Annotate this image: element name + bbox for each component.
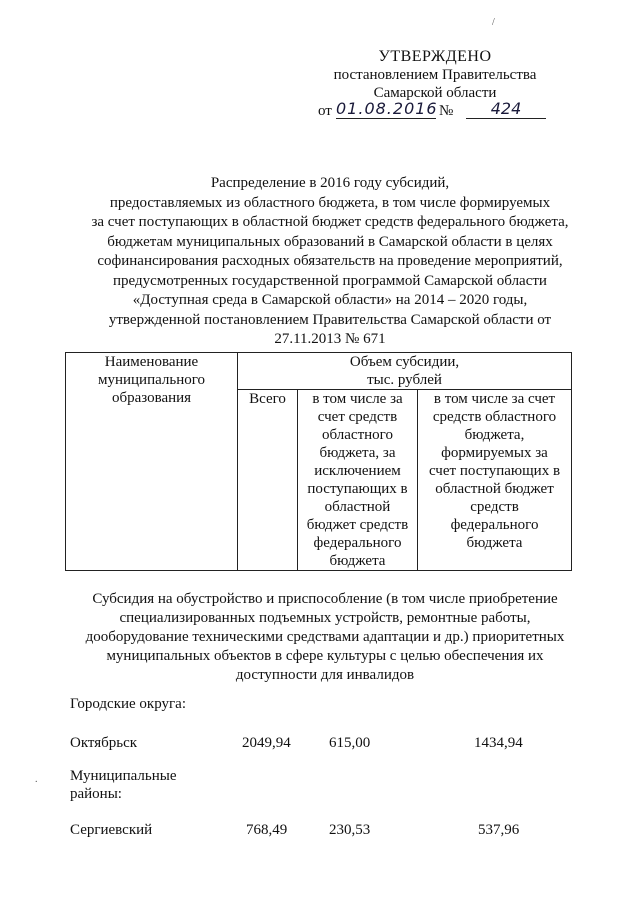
group-label-city-districts: Городские округа: bbox=[70, 696, 187, 712]
header-total-cell: Всего bbox=[238, 390, 298, 571]
header-regional-cell: в том числе за счет средств областного бюджета, за исключением поступающих в областной бюджет средств федерального бюджета bbox=[298, 390, 418, 571]
number-label: № bbox=[439, 103, 454, 119]
header-volume-cell: Объем субсидии, тыс. рублей bbox=[238, 353, 572, 390]
document-title bbox=[70, 174, 590, 350]
handwritten-date: 01.08.2016 bbox=[336, 99, 438, 118]
title-line: 27.11.2013 № 671 bbox=[274, 331, 386, 347]
section-line: муниципальных объектов в сфере культуры с целью обеспечения их bbox=[106, 648, 544, 664]
section-line: специализированных подъемных устройств, ремонтные работы, bbox=[119, 610, 531, 626]
section-line: доступности для инвалидов bbox=[235, 667, 415, 683]
section-heading bbox=[60, 590, 590, 685]
section-line: Субсидия на обустройство и приспособление (в том числе приобретение bbox=[92, 591, 558, 607]
title-line: «Доступная среда в Самарской области» на 2014 – 2020 годы, bbox=[132, 292, 528, 308]
title-line: софинансирования расходных обязательств на проведение мероприятий, bbox=[97, 253, 563, 269]
header-name-cell: Наименование муниципального образования bbox=[66, 353, 238, 571]
handwritten-number: 424 bbox=[466, 100, 546, 119]
approval-block bbox=[300, 48, 570, 102]
approval-line: Самарской области bbox=[373, 85, 497, 101]
scan-mark: / bbox=[492, 17, 495, 28]
row-regional: 230,53 bbox=[329, 822, 371, 838]
row-regional: 615,00 bbox=[329, 735, 371, 751]
row-name: Сергиевский bbox=[70, 822, 153, 838]
title-line: за счет поступающих в областной бюджет средств федерального бюджета, bbox=[91, 214, 569, 230]
from-label: от bbox=[318, 103, 332, 119]
scan-mark: . bbox=[35, 774, 38, 785]
title-line: утвержденной постановлением Правительства Самарской области от bbox=[108, 311, 552, 328]
row-name: Октябрьск bbox=[70, 735, 138, 751]
header-table bbox=[65, 352, 572, 571]
approval-date-number bbox=[318, 99, 546, 122]
row-federal: 1434,94 bbox=[474, 735, 523, 751]
row-federal: 537,96 bbox=[478, 822, 520, 838]
section-line: дооборудование техническими средствами адаптации и др.) приоритетных bbox=[85, 629, 565, 645]
row-total: 768,49 bbox=[246, 822, 288, 838]
approval-line: постановлением Правительства bbox=[333, 67, 537, 83]
approval-title: УТВЕРЖДЕНО bbox=[378, 48, 492, 65]
title-line: предоставляемых из областного бюджета, в том числе формируемых bbox=[109, 194, 551, 211]
title-line: бюджетам муниципальных образований в Самарской области в целях bbox=[107, 233, 553, 250]
row-total: 2049,94 bbox=[242, 735, 291, 751]
title-line: Распределение в 2016 году субсидий, bbox=[210, 175, 450, 191]
header-federal-cell: в том числе за счет средств областного бюджета, формируемых за счет поступающих в областной бюджет средств федерального бюджета bbox=[418, 390, 572, 571]
title-line: предусмотренных государственной программой Самарской области bbox=[113, 272, 547, 289]
group-label-municipal-districts: Муниципальные районы: bbox=[70, 768, 177, 802]
